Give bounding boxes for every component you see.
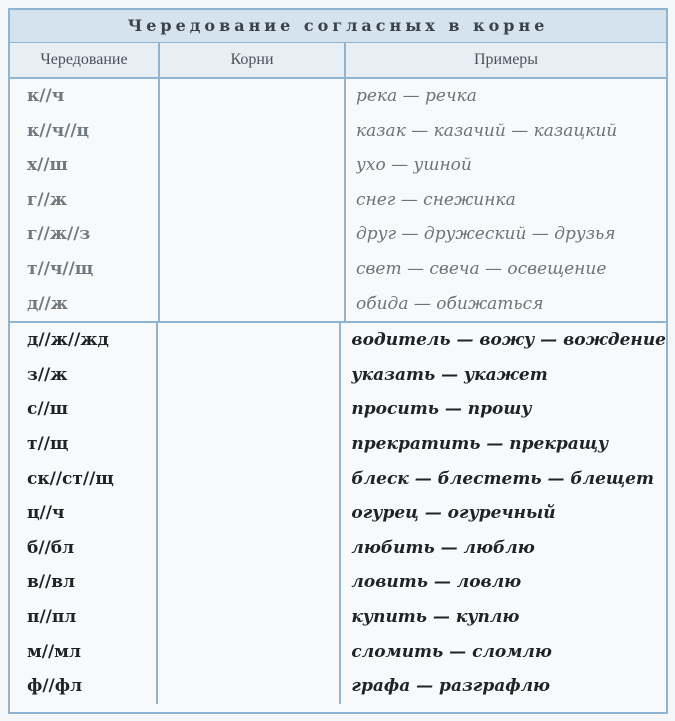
table-header-row — [10, 43, 666, 79]
example-cell: блеск — блестеть — блещет — [351, 468, 654, 489]
roots-cell — [158, 565, 339, 600]
alternation-column — [10, 79, 160, 321]
roots-cell — [158, 392, 339, 427]
example-cell: огурец — огуречный — [351, 503, 556, 524]
example-cell: графа — разграфлю — [351, 676, 551, 697]
alternation-cell: з//ж — [27, 364, 68, 385]
alternation-cell: ц//ч — [27, 503, 65, 524]
example-cell: обида — обижаться — [356, 293, 544, 314]
table-body — [10, 79, 666, 704]
alternation-cell: б//бл — [27, 537, 75, 558]
roots-cell — [158, 669, 339, 704]
alternation-cell: с//ш — [27, 399, 69, 420]
example-cell: друг — дружеский — друзья — [356, 224, 616, 245]
roots-cell — [160, 217, 344, 252]
header-roots: Корни — [160, 43, 346, 77]
example-cell: снег — снежинка — [356, 189, 516, 210]
examples-column — [341, 323, 666, 704]
example-cell: свет — свеча — освещение — [356, 258, 607, 279]
roots-cell — [158, 496, 339, 531]
roots-cell — [158, 427, 339, 462]
table-title: Чередование согласных в корне — [10, 10, 666, 43]
group-verb-alternations — [10, 323, 666, 704]
roots-cell — [158, 358, 339, 393]
roots-cell — [160, 79, 344, 114]
alternation-cell: д//ж — [27, 293, 68, 314]
alternation-cell: ф//фл — [27, 676, 83, 697]
roots-cell — [160, 114, 344, 149]
header-examples: Примеры — [473, 51, 539, 68]
example-cell: ухо — ушной — [356, 155, 472, 176]
examples-column — [346, 79, 666, 321]
roots-cell — [158, 600, 339, 635]
alternation-cell: к//ч — [27, 86, 65, 106]
alternation-cell: к//ч//ц — [27, 120, 90, 141]
alternation-cell: д//ж//жд — [27, 330, 109, 351]
roots-cell — [160, 287, 344, 322]
roots-cell — [160, 148, 344, 183]
example-cell: купить — куплю — [351, 606, 520, 627]
alternation-cell: п//пл — [27, 606, 77, 627]
roots-cell — [158, 635, 339, 670]
example-cell: указать — укажет — [351, 364, 548, 385]
roots-column — [160, 79, 346, 321]
alternation-cell: м//мл — [27, 641, 81, 662]
alternation-cell: х//ш — [27, 155, 68, 176]
alternation-cell: г//ж — [27, 189, 68, 210]
example-cell: любить — люблю — [351, 537, 535, 558]
example-cell: прекратить — прекращу — [351, 433, 609, 454]
example-cell: река — речка — [356, 86, 477, 106]
alternation-cell: т//ч//щ — [27, 258, 94, 279]
header-alternation: Чередование — [10, 43, 160, 77]
roots-cell — [158, 462, 339, 497]
roots-cell — [158, 323, 339, 358]
example-cell: ловить — ловлю — [351, 572, 522, 593]
roots-column — [158, 323, 341, 704]
roots-cell — [158, 531, 339, 566]
roots-cell — [160, 183, 344, 218]
example-cell: казак — казачий — казацкий — [356, 120, 618, 141]
consonant-alternation-table — [8, 8, 668, 714]
alternation-cell: в//вл — [27, 572, 76, 593]
example-cell: сломить — сломлю — [351, 641, 552, 662]
example-cell: просить — прошу — [351, 399, 532, 420]
alternation-column — [10, 323, 158, 704]
group-basic-alternations — [10, 79, 666, 323]
roots-cell — [160, 252, 344, 287]
example-cell: водитель — вожу — вождение — [351, 330, 666, 351]
alternation-cell: г//ж//з — [27, 224, 91, 245]
alternation-cell: т//щ — [27, 433, 69, 454]
alternation-cell: ск//ст//щ — [27, 468, 114, 489]
